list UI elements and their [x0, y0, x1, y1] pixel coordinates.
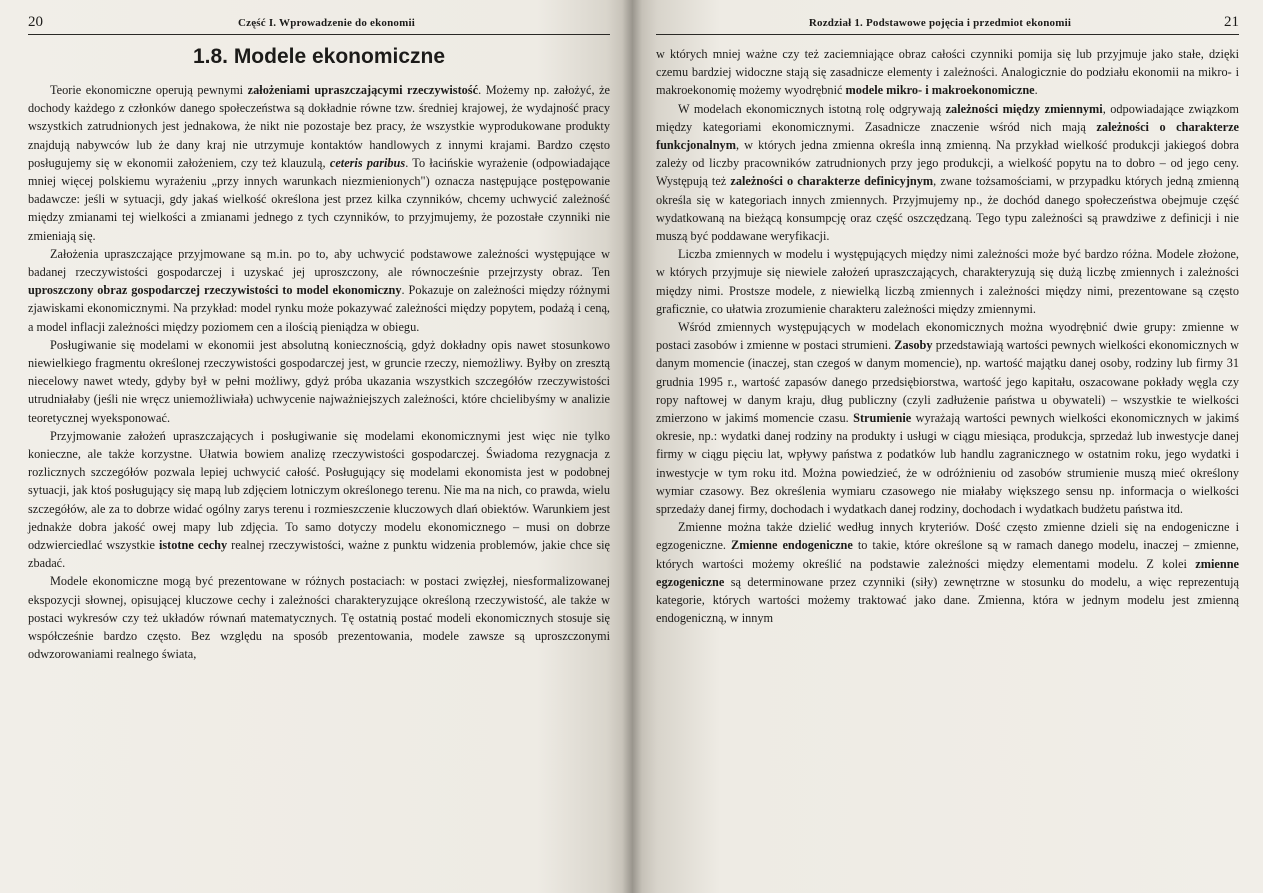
text-run: Teorie ekonomiczne operują pewnymi: [50, 83, 248, 97]
text-run: Zmienne można także dzielić według innych kryteriów. Dość często zmienne dzieli się na endogeniczne i egzogeniczne.: [656, 520, 1239, 553]
page-number: 21: [1224, 14, 1239, 30]
book-gutter-shadow: [622, 0, 642, 893]
paragraph: [656, 245, 1239, 318]
page-body: [656, 45, 1239, 628]
text-run: przedstawiają wartości pewnych wielkości ekonomicznych w danym momencie (inaczej, stan czegoś w danym momencie), np. wartość majątku danej osoby, rodziny lub firmy 31 grudnia 1995 r., wartość zapasów danego przedsiębiorstwa, wartość jego kapitału, oszacowane pokłady węgla czy ropy naftowej w danym kraju, dług publiczny (czyli zadłużenie państwa u obywateli) – wszystkie te wielkości zmierzono w jakimś momencie czasu.: [656, 338, 1239, 426]
bold-term: Strumienie: [853, 411, 912, 426]
text-run: , zwane tożsamościami, w przypadku których jedną zmienną określa się w kategoriach innych zmiennych. Przyjmujemy np., że dochód danego społeczeństwa obejmuje część wydatkowaną na bieżącą konsumpcję oraz część oszczędzaną. Tego typu zależności są prawdziwe z definicji i nie muszą być poddawane weryfikacji.: [656, 174, 1240, 244]
bold-term: modele mikro- i makroekonomiczne: [845, 83, 1035, 98]
bold-term: zależności o charakterze definicyjnym: [730, 174, 934, 189]
text-run: Założenia upraszczające przyjmowane są m.in. po to, aby uchwycić podstawowe zależności występujące w badanej rzeczywistości gospodarczej i uzyskać jej uproszczony, ale równocześnie przejrzysty obraz. Ten: [28, 246, 610, 280]
bold-term: istotne cechy: [158, 538, 228, 553]
bold-term: uproszczony obraz gospodarczej rzeczywistości to model ekonomiczny: [28, 283, 402, 298]
page-number: 20: [28, 14, 43, 30]
text-run: . Możemy np. założyć, że dochody każdego z członków danego społeczeństwa są dokładnie równe tzw. średniej krajowej, że wydajność pracy wszystkich zatrudnionych jest jednakowa, że nikt nie pozostaje bez pracy, że wszystkie wyprodukowane produkty znajdują nabywców lub że dany kraj nie utrzymuje kontaktów handlowych z innymi krajami. Bardzo często posługujemy się w ekonomii założeniem, czy też klauzulą,: [28, 83, 610, 170]
text-run: Liczba zmiennych w modelu i występujących między nimi zależności może być bardzo różna. Modele złożone, w których przyjmuje się niewiele założeń upraszczających, charakteryzują się dużą liczbę zmiennych i zależności między nimi. Prostsze modele, z niewielką liczbą zmiennych i zależności między nimi, prezentowane są często graficznie, co ułatwia zrozumienie charakteru zależności między zmiennymi.: [656, 247, 1239, 316]
right-page: [632, 0, 1263, 893]
text-run: , odpowiadające związkom między kategoriami ekonomicznymi. Zasadnicze znaczenie wśród nich mają: [656, 101, 1239, 134]
bold-term: założeniami upraszczającymi rzeczywistość: [247, 83, 479, 97]
text-run: realnej rzeczywistości, ważne z punktu widzenia problemów, jakie chce się zbadać.: [28, 538, 610, 571]
paragraph: [656, 100, 1239, 246]
bold-term: ceteris paribus: [329, 155, 406, 170]
text-run: to takie, które określone są w ramach danego modelu, inaczej – zmienne, których wartości możemy określić na podstawie zależności między elementami modelu. Z kolei: [656, 538, 1240, 571]
text-run: są determinowane przez czynniki (siły) zewnętrzne w stosunku do modelu, a więc reprezentują kategorie, których wartości możemy traktować jako dane. Zmienna, która w jednym modelu jest zmienną endogeniczną, w innym: [656, 574, 1239, 626]
bold-term: Zmienne endogeniczne: [731, 538, 853, 553]
text-run: w których mniej ważne czy też zaciemniające obraz całości czynniki pomija się lub przyjmuje jako stałe, dzięki czemu bardziej widoczne stają się zasadnicze elementy i zależności. Analogicznie do podziału ekonomii na mikro- i makroekonomię możemy wyodrębnić: [656, 47, 1239, 98]
paragraph: [28, 427, 610, 573]
bold-term: Zasoby: [894, 338, 933, 353]
running-head-title: Rozdział 1. Podstawowe pojęcia i przedmiot ekonomii: [808, 17, 1072, 29]
running-head: [28, 14, 610, 35]
text-run: Wśród zmiennych występujących w modelach ekonomicznych można wyodrębnić dwie grupy: zmienne w postaci zasobów i zmienne w postaci strumieni.: [656, 320, 1239, 353]
text-run: Posługiwanie się modelami w ekonomii jest absolutną koniecznością, gdyż dokładny opis nawet stosunkowo niewielkiego fragmentu określonej rzeczywistości gospodarczej jest, w gruncie rzeczy, niemożliwy. Byłby on zresztą niecelowy nawet wtedy, gdyby był w pełni możliwy, gdyż próba ukazania wszystkich szczegółów rzeczywistości utrudniałaby (jeśli nie wręcz uniemożliwiała) uchwycenie najważniejszych zależności, które chcielibyśmy w analizie teoretycznej wyeksponować.: [28, 337, 610, 425]
bold-term: zależności między zmiennymi: [945, 101, 1103, 116]
text-run: . To łacińskie wyrażenie (odpowiadające mniej więcej polskiemu wyrażeniu „przy innych warunkach niezmienionych") oznacza następujące postępowanie badawcze: jeśli w sytuacji, gdy jakaś wielkość określona jest przez kilka czynników, chcemy uchwycić zależność między zmianami tej wielkości a zmianami jednego z tych czynników, to przyjmujemy, że pozostałe czynniki nie zmieniają się.: [28, 155, 610, 243]
text-run: , w których jedna zmienna określa inną zmienną. Na przykład wielkość produkcji jakiegoś dobra zależy od liczby pracowników zatrudnionych przy jego produkcji, a wielkość popytu na to dobro – od jego ceny. Występują też: [656, 138, 1239, 189]
text-run: W modelach ekonomicznych istotną rolę odgrywają: [678, 101, 946, 116]
paragraph: [28, 245, 610, 336]
paragraph: [656, 45, 1239, 100]
running-head-title: Część I. Wprowadzenie do ekonomii: [238, 17, 415, 29]
text-run: Modele ekonomiczne mogą być prezentowane w różnych postaciach: w postaci zwięzłej, niesformalizowanej ekspozycji słownej, opisującej kluczowe cechy i zależności charakteryzujące określoną rzeczywistość, ale także w postaci wykresów czy też układów równań matematycznych. Tę ostatnią postać modeli ekonomicznych stosuje się współcześnie bardzo często. Bez względu na sposób prezentowania, modele zawsze są uproszczonymi odwzorowaniami realnego świata,: [28, 574, 610, 662]
text-run: . Pokazuje on zależności między różnymi zjawiskami ekonomicznymi. Na przykład: model rynku może pokazywać zależności między popytem, podażą i ceną, a model inflacji zależności między poziomem cen a ilością pieniądza w obiegu.: [28, 283, 610, 334]
section-title: 1.8. Modele ekonomiczne: [192, 45, 446, 68]
text-run: .: [1034, 83, 1038, 98]
bold-term: zmienne egzogeniczne: [656, 556, 1239, 589]
page-body: [28, 81, 610, 664]
paragraph: [656, 518, 1239, 627]
text-run: Przyjmowanie założeń upraszczających i posługiwanie się modelami ekonomicznymi jest więc nie tylko konieczne, ale także korzystne. Ułatwia bowiem analizę rzeczywistości gospodarczej. Świadoma rezygnacja z rozlicznych szczegółów pozwala lepiej uchwycić całość. Posługujący się modelami ekonomista jest w podobnej sytuacji, jak ktoś posługujący się mapą lub zdjęciem lotniczym określonego terenu. Nie ma na nich, co prawda, wielu szczegółów, ale za to dobrze widać ogólny zarys terenu i rozmieszczenie kluczowych dlań obiektów. Warunkiem jest jednakże dobra jakość owej mapy lub zdjęcia. To samo dotyczy modelu ekonomicznego – musi on dobrze odzwierciedlać wszystkie: [28, 428, 610, 553]
paragraph: [656, 318, 1239, 518]
text-run: wyrażają wartości pewnych wielkości ekonomicznych w jakimś okresie, np.: wydatki danej rodziny na produkty i usługi w ciągu miesiąca, produkcja, sprzedaż lub inwestycje danej firmy w ciągu pięciu lat, wpływy państwa z podatków lub handlu zagranicznego w ostatnim roku, jego wydatki i inwestycje w tym roku itd. Można powiedzieć, że w odróżnieniu od zasobów strumienie muszą mieć określony wymiar czasowy. Bez określenia wymiaru czasowego nie miałaby większego sensu np. informacja o wielkości sprzedaży danej firmy, dochodach i wydatkach danej rodziny, dochodach i wydatkach budżetu państwa itd.: [656, 411, 1239, 517]
running-head: [656, 14, 1239, 35]
paragraph: [28, 572, 610, 663]
paragraph: [28, 336, 610, 427]
bold-term: zależności o charakterze funkcjonalnym: [656, 119, 1239, 153]
paragraph: [28, 81, 610, 245]
